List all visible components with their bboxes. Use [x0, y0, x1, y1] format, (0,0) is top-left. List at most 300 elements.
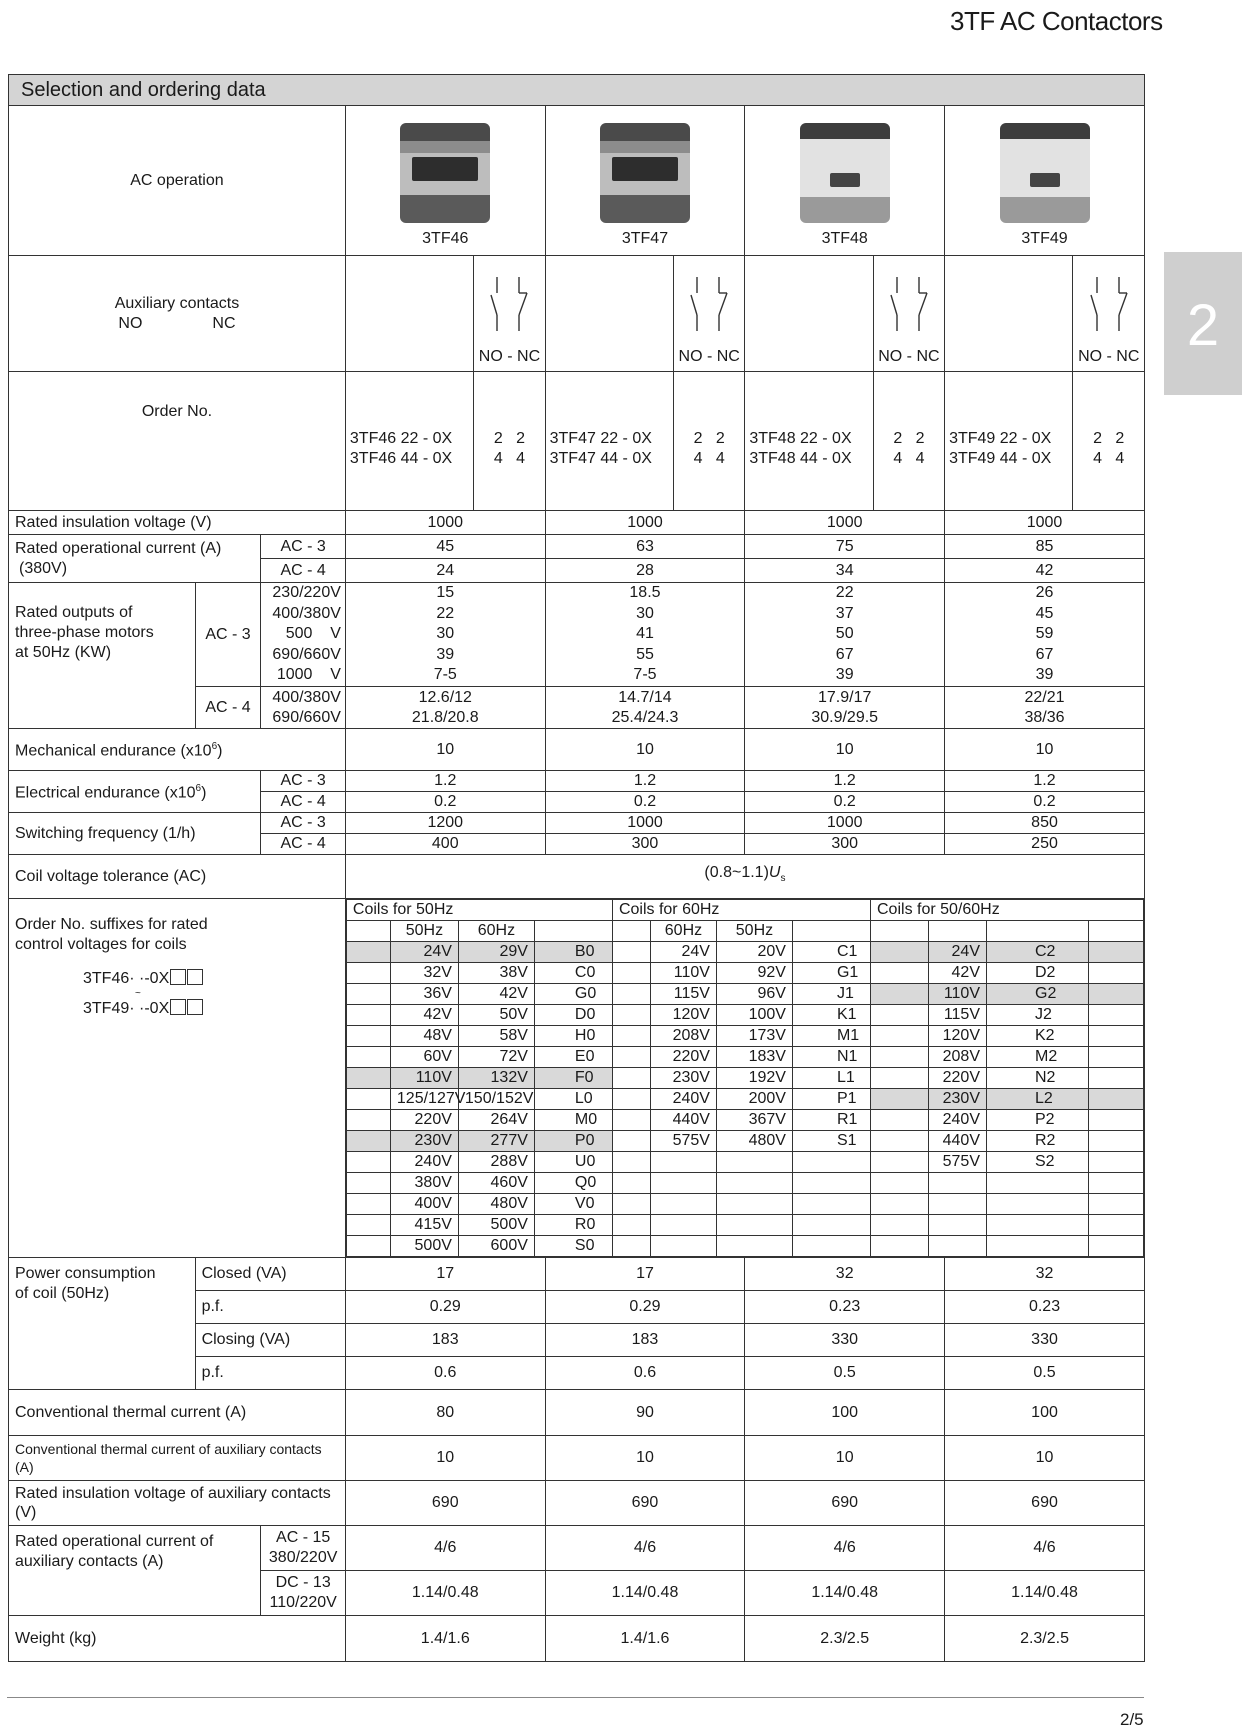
suffix-code: Q0: [534, 1173, 612, 1194]
coil-cell: [871, 942, 929, 963]
suffix-code: N2: [987, 1068, 1089, 1089]
outputs-ac4: 14.7/14 25.4/24.3: [545, 687, 745, 729]
value-cell: 850: [945, 813, 1145, 834]
coil-subheading: [346, 921, 390, 942]
suffix-code: L0: [534, 1089, 612, 1110]
thermal-label: Conventional thermal current (A): [9, 1390, 346, 1436]
voltage-50: 380V: [390, 1173, 458, 1194]
coil-tolerance-value: $(0.8\sim 1.1)U_s$: [345, 855, 1144, 899]
contactor-photo-icon: [1000, 123, 1090, 223]
coil-cell: [871, 1089, 929, 1110]
value-cell: 0.29: [545, 1291, 745, 1324]
coil-cell: [871, 1173, 929, 1194]
voltage-50: 32V: [390, 963, 458, 984]
row-label: p.f.: [195, 1291, 345, 1324]
product-3tf48: [745, 106, 945, 256]
value-cell: 1000: [345, 511, 545, 535]
value-cell: 80: [345, 1390, 545, 1436]
voltage-60: 220V: [650, 1047, 716, 1068]
coil-row: [346, 1005, 1143, 1026]
suffix-code: R1: [792, 1110, 870, 1131]
voltage-60: 440V: [650, 1110, 716, 1131]
voltage-60: 480V: [458, 1194, 534, 1215]
coil-cell: [871, 984, 929, 1005]
coil-cell: [346, 1068, 390, 1089]
category-label: AC - 4: [261, 834, 346, 855]
suffix-code: R0: [534, 1215, 612, 1236]
coil-tolerance-label: Coil voltage tolerance (AC): [9, 855, 346, 899]
suffix-code: H0: [534, 1026, 612, 1047]
voltage-50: 125/127V: [390, 1089, 458, 1110]
value-cell: 183: [545, 1324, 745, 1357]
value-cell: 0.2: [545, 792, 745, 813]
suffix-code: R2: [987, 1131, 1089, 1152]
suffix-code: [792, 1194, 870, 1215]
value-cell: 300: [745, 834, 945, 855]
coil-cell: [346, 1194, 390, 1215]
voltage-5060: [929, 1215, 987, 1236]
voltage-60: 42V: [458, 984, 534, 1005]
voltage-60: [650, 1173, 716, 1194]
suffix-code: K1: [792, 1005, 870, 1026]
coil-row: [346, 1131, 1143, 1152]
coil-subheading: [792, 921, 870, 942]
value-cell: 690: [945, 1481, 1145, 1526]
voltage-50: 400V: [390, 1194, 458, 1215]
voltage-60: 58V: [458, 1026, 534, 1047]
product-name: 3TF49: [1021, 230, 1068, 247]
value-cell: 400: [345, 834, 545, 855]
chapter-tab: [1164, 252, 1242, 395]
voltage-60: 500V: [458, 1215, 534, 1236]
suffix-code: D2: [987, 963, 1089, 984]
coil-cell: [346, 1173, 390, 1194]
voltage-60: [650, 1152, 716, 1173]
coil-cell: [871, 1152, 929, 1173]
aux-symbol-cell: NO - NC: [873, 256, 944, 372]
voltage-50: 230V: [390, 1131, 458, 1152]
coil-cell: [871, 1005, 929, 1026]
suffix-code: M2: [987, 1047, 1089, 1068]
value-cell: 1.2: [745, 771, 945, 792]
voltage-60: 277V: [458, 1131, 534, 1152]
suffix-code: F0: [534, 1068, 612, 1089]
coil-suffix-table: [346, 899, 1144, 1257]
voltage-5060: 230V: [929, 1089, 987, 1110]
coil-cell: [346, 1005, 390, 1026]
coil-cell: [1089, 942, 1144, 963]
order-numbers-3tf46: 3TF46 22 - 0X 3TF46 44 - 0X: [345, 372, 473, 511]
value-cell: 1.14/0.48: [745, 1571, 945, 1616]
coil-row: [346, 1110, 1143, 1131]
coil-cell: [1089, 1215, 1144, 1236]
product-name: 3TF46: [422, 230, 469, 247]
suffix-code: P2: [987, 1110, 1089, 1131]
coil-row: [346, 1068, 1143, 1089]
voltage-60: 72V: [458, 1047, 534, 1068]
aux-counts: 2 2 4 4: [873, 372, 944, 511]
voltage-60: 115V: [650, 984, 716, 1005]
coil-subheading: 50Hz: [390, 921, 458, 942]
voltage-60: 132V: [458, 1068, 534, 1089]
voltage-50: [716, 1194, 792, 1215]
coil-cell: [612, 1005, 650, 1026]
order-numbers-3tf48: 3TF48 22 - 0X 3TF48 44 - 0X: [745, 372, 873, 511]
value-cell: 4/6: [345, 1526, 545, 1571]
voltage-5060: 110V: [929, 984, 987, 1005]
coil-cell: [1089, 1068, 1144, 1089]
suffix-code: C0: [534, 963, 612, 984]
thermal-aux-label: Conventional thermal current of auxiliary contacts (A): [9, 1436, 346, 1481]
value-cell: 10: [745, 729, 945, 771]
voltage-60: 38V: [458, 963, 534, 984]
order-no-label: Order No.: [9, 372, 346, 511]
suffix-code: M0: [534, 1110, 612, 1131]
coils-50hz-heading: Coils for 50Hz: [346, 900, 612, 921]
voltage-list: 400/380V 690/660V: [261, 687, 346, 729]
category-label: DC - 13 110/220V: [261, 1571, 346, 1616]
value-cell: 4/6: [745, 1526, 945, 1571]
voltage-60: 575V: [650, 1131, 716, 1152]
voltage-60: 50V: [458, 1005, 534, 1026]
coil-cell: [1089, 1110, 1144, 1131]
suffix-code: S2: [987, 1152, 1089, 1173]
order-numbers-3tf49: 3TF49 22 - 0X 3TF49 44 - 0X: [945, 372, 1073, 511]
op-current-label: Rated operational current (A) (380V): [9, 535, 261, 583]
value-cell: 10: [945, 1436, 1145, 1481]
suffix-code: G0: [534, 984, 612, 1005]
voltage-5060: 120V: [929, 1026, 987, 1047]
voltage-50: 367V: [716, 1110, 792, 1131]
coil-cell: [346, 1089, 390, 1110]
suffix-code: [792, 1236, 870, 1257]
voltage-50: 220V: [390, 1110, 458, 1131]
voltage-50: [716, 1215, 792, 1236]
value-cell: 183: [345, 1324, 545, 1357]
coil-cell: [612, 1068, 650, 1089]
voltage-50: 100V: [716, 1005, 792, 1026]
suffix-code: V0: [534, 1194, 612, 1215]
value-cell: 32: [745, 1258, 945, 1291]
coil-cell: [612, 1131, 650, 1152]
value-cell: 17: [345, 1258, 545, 1291]
coil-cell: [612, 1152, 650, 1173]
voltage-50: 192V: [716, 1068, 792, 1089]
voltage-60: 150/152V: [458, 1089, 534, 1110]
value-cell: 330: [745, 1324, 945, 1357]
coil-cell: [346, 1131, 390, 1152]
coil-cell: [1089, 1131, 1144, 1152]
coil-row: [346, 984, 1143, 1005]
voltage-50: 60V: [390, 1047, 458, 1068]
coil-cell: [1089, 1152, 1144, 1173]
voltage-50: [716, 1152, 792, 1173]
suffix-code: [792, 1173, 870, 1194]
section-title: Selection and ordering data: [9, 75, 1145, 106]
coils-60hz-heading: Coils for 60Hz: [612, 900, 870, 921]
contactor-photo-icon: [600, 123, 690, 223]
coil-row: [346, 1215, 1143, 1236]
value-cell: 100: [945, 1390, 1145, 1436]
voltage-60: 288V: [458, 1152, 534, 1173]
value-cell: 1.14/0.48: [545, 1571, 745, 1616]
value-cell: 300: [545, 834, 745, 855]
value-cell: 1.2: [345, 771, 545, 792]
value-cell: 1.14/0.48: [345, 1571, 545, 1616]
product-3tf47: [545, 106, 745, 256]
category-label: AC - 3: [195, 583, 261, 687]
coil-cell: [1089, 1089, 1144, 1110]
suffix-code: [792, 1152, 870, 1173]
voltage-60: 208V: [650, 1026, 716, 1047]
value-cell: 0.5: [945, 1357, 1145, 1390]
coil-cell: [346, 984, 390, 1005]
aux-counts: 2 2 4 4: [674, 372, 745, 511]
voltage-50: 24V: [390, 942, 458, 963]
row-label: p.f.: [195, 1357, 345, 1390]
coil-cell: [1089, 1047, 1144, 1068]
voltage-60: 264V: [458, 1110, 534, 1131]
voltage-5060: 115V: [929, 1005, 987, 1026]
category-label: AC - 3: [261, 535, 346, 559]
value-cell: 42: [945, 559, 1145, 583]
switching-label: Switching frequency (1/h): [9, 813, 261, 855]
voltage-5060: 220V: [929, 1068, 987, 1089]
suffix-code: K2: [987, 1026, 1089, 1047]
suffix-code: J2: [987, 1005, 1089, 1026]
voltage-50: 42V: [390, 1005, 458, 1026]
value-cell: 690: [745, 1481, 945, 1526]
voltage-50: 200V: [716, 1089, 792, 1110]
suffix-code: [987, 1194, 1089, 1215]
aux-symbol-cell: NO - NC: [474, 256, 545, 372]
coil-cell: [871, 1110, 929, 1131]
coil-cell: [612, 1173, 650, 1194]
value-cell: 1000: [745, 511, 945, 535]
voltage-50: 96V: [716, 984, 792, 1005]
coil-cell: [346, 942, 390, 963]
coil-cell: [612, 963, 650, 984]
suffix-code: [987, 1215, 1089, 1236]
coil-subheading: 50Hz: [716, 921, 792, 942]
coil-row: [346, 1026, 1143, 1047]
coil-subheading: [871, 921, 929, 942]
contactor-photo-icon: [800, 123, 890, 223]
coil-cell: [1089, 1026, 1144, 1047]
suffix-label: Order No. suffixes for rated control voltages for coils 3TF46· ·-0X ~ 3TF49· ·-0X: [9, 899, 346, 1258]
value-cell: 0.23: [945, 1291, 1145, 1324]
voltage-60: [650, 1215, 716, 1236]
voltage-60: 29V: [458, 942, 534, 963]
elec-endurance-label: Electrical endurance $(x10^6)$: [9, 771, 261, 813]
value-cell: 0.6: [345, 1357, 545, 1390]
value-cell: 17: [545, 1258, 745, 1291]
coil-cell: [871, 1131, 929, 1152]
value-cell: 690: [345, 1481, 545, 1526]
suffix-code: E0: [534, 1047, 612, 1068]
value-cell: 1.2: [945, 771, 1145, 792]
coil-subheading: [929, 921, 987, 942]
product-name: 3TF47: [621, 230, 669, 247]
suffix-code: U0: [534, 1152, 612, 1173]
coil-suffix-area: [345, 899, 1144, 1258]
voltage-60: 110V: [650, 963, 716, 984]
coil-row: [346, 1194, 1143, 1215]
category-label: AC - 3: [261, 813, 346, 834]
value-cell: 63: [545, 535, 745, 559]
row-label: Closing (VA): [195, 1324, 345, 1357]
value-cell: 0.6: [545, 1357, 745, 1390]
voltage-5060: [929, 1173, 987, 1194]
coil-cell: [871, 1047, 929, 1068]
voltage-5060: [929, 1236, 987, 1257]
value-cell: 1000: [545, 813, 745, 834]
suffix-code: J1: [792, 984, 870, 1005]
coil-cell: [871, 1236, 929, 1257]
suffix-code: M1: [792, 1026, 870, 1047]
coil-row: [346, 1089, 1143, 1110]
value-cell: 0.29: [345, 1291, 545, 1324]
suffix-code: N1: [792, 1047, 870, 1068]
value-cell: 4/6: [945, 1526, 1145, 1571]
outputs-3tf49: 26 45 59 67 39: [945, 583, 1145, 687]
no-nc-contact-symbol-icon: [1083, 275, 1135, 333]
value-cell: 1000: [945, 511, 1145, 535]
voltage-60: 230V: [650, 1068, 716, 1089]
value-cell: 24: [345, 559, 545, 583]
value-cell: 4/6: [545, 1526, 745, 1571]
value-cell: 0.5: [745, 1357, 945, 1390]
voltage-50: 173V: [716, 1026, 792, 1047]
voltage-50: 110V: [390, 1068, 458, 1089]
coil-cell: [612, 1047, 650, 1068]
weight-label: Weight (kg): [9, 1616, 346, 1662]
voltage-60: [650, 1236, 716, 1257]
product-3tf49: [945, 106, 1145, 256]
suffix-code: L2: [987, 1089, 1089, 1110]
coil-subheading: [1089, 921, 1144, 942]
ins-voltage-label: Rated insulation voltage (V): [9, 511, 346, 535]
op-aux-label: Rated operational current of auxiliary contacts (A): [9, 1526, 261, 1616]
voltage-5060: 208V: [929, 1047, 987, 1068]
value-cell: 34: [745, 559, 945, 583]
value-cell: 100: [745, 1390, 945, 1436]
coil-subheading: 60Hz: [458, 921, 534, 942]
suffix-code: D0: [534, 1005, 612, 1026]
contactor-photo-icon: [400, 123, 490, 223]
ins-aux-label: Rated insulation voltage of auxiliary contacts (V): [9, 1481, 346, 1526]
value-cell: 1.4/1.6: [345, 1616, 545, 1662]
aux-counts: 2 2 4 4: [1073, 372, 1145, 511]
voltage-60: 120V: [650, 1005, 716, 1026]
aux-counts: 2 2 4 4: [474, 372, 545, 511]
value-cell: 85: [945, 535, 1145, 559]
value-cell: 10: [545, 729, 745, 771]
value-cell: 1.4/1.6: [545, 1616, 745, 1662]
voltage-5060: 42V: [929, 963, 987, 984]
value-cell: 1000: [745, 813, 945, 834]
product-3tf46: [345, 106, 545, 256]
coil-row: [346, 963, 1143, 984]
page-number: 2/5: [1120, 1710, 1144, 1729]
value-cell: 0.2: [345, 792, 545, 813]
coil-cell: [346, 963, 390, 984]
suffix-code: B0: [534, 942, 612, 963]
value-cell: 75: [745, 535, 945, 559]
suffix-code: G1: [792, 963, 870, 984]
value-cell: 0.2: [745, 792, 945, 813]
suffix-code: [987, 1236, 1089, 1257]
voltage-50: 480V: [716, 1131, 792, 1152]
category-label: AC - 15 380/220V: [261, 1526, 346, 1571]
coil-cell: [1089, 1173, 1144, 1194]
coil-cell: [612, 1236, 650, 1257]
value-cell: 10: [545, 1436, 745, 1481]
value-cell: 0.23: [745, 1291, 945, 1324]
rated-outputs-label: Rated outputs of three-phase motors at 50Hz (KW): [9, 583, 196, 729]
chapter-tab-number: 2: [1186, 293, 1220, 358]
coil-row: [346, 1047, 1143, 1068]
value-cell: 1200: [345, 813, 545, 834]
page-header-title: 3TF AC Contactors: [950, 6, 1163, 36]
category-label: AC - 4: [195, 687, 261, 729]
coil-cell: [346, 1047, 390, 1068]
footer-rule: [7, 1697, 1144, 1698]
voltage-5060: 575V: [929, 1152, 987, 1173]
coil-cell: [1089, 1194, 1144, 1215]
coil-subheading: [987, 921, 1089, 942]
order-numbers-3tf47: 3TF47 22 - 0X 3TF47 44 - 0X: [545, 372, 673, 511]
value-cell: 45: [345, 535, 545, 559]
coil-row: [346, 1152, 1143, 1173]
outputs-3tf46: 15 22 30 39 7-5: [345, 583, 545, 687]
coil-subheading: [534, 921, 612, 942]
voltage-50: [716, 1173, 792, 1194]
value-cell: 32: [945, 1258, 1145, 1291]
coil-cell: [612, 1110, 650, 1131]
no-nc-contact-symbol-icon: [683, 275, 735, 333]
voltage-list: 230/220V 400/380V 500 V 690/660V 1000 V: [261, 583, 346, 687]
coil-cell: [1089, 984, 1144, 1005]
voltage-50: 415V: [390, 1215, 458, 1236]
value-cell: 28: [545, 559, 745, 583]
aux-symbol-cell: NO - NC: [1073, 256, 1145, 372]
outputs-3tf47: 18.5 30 41 55 7-5: [545, 583, 745, 687]
power-consumption-label: Power consumption of coil (50Hz): [9, 1258, 196, 1390]
aux-symbol-cell: NO - NC: [674, 256, 745, 372]
outputs-ac4: 17.9/17 30.9/29.5: [745, 687, 945, 729]
no-nc-contact-symbol-icon: [883, 275, 935, 333]
coils-5060hz-heading: Coils for 50/60Hz: [871, 900, 1144, 921]
coil-cell: [346, 1236, 390, 1257]
voltage-50: 92V: [716, 963, 792, 984]
coil-subheading: [612, 921, 650, 942]
voltage-50: 240V: [390, 1152, 458, 1173]
suffix-code: S1: [792, 1131, 870, 1152]
coil-cell: [871, 1068, 929, 1089]
product-name: 3TF48: [821, 230, 868, 247]
suffix-code: S0: [534, 1236, 612, 1257]
suffix-code: [792, 1215, 870, 1236]
coil-cell: [871, 963, 929, 984]
category-label: AC - 4: [261, 559, 346, 583]
row-label: Closed (VA): [195, 1258, 345, 1291]
value-cell: 10: [945, 729, 1145, 771]
mech-endurance-label: Mechanical endurance $(x10^6)$: [9, 729, 346, 771]
coil-cell: [871, 1194, 929, 1215]
suffix-code: P0: [534, 1131, 612, 1152]
value-cell: 1000: [545, 511, 745, 535]
